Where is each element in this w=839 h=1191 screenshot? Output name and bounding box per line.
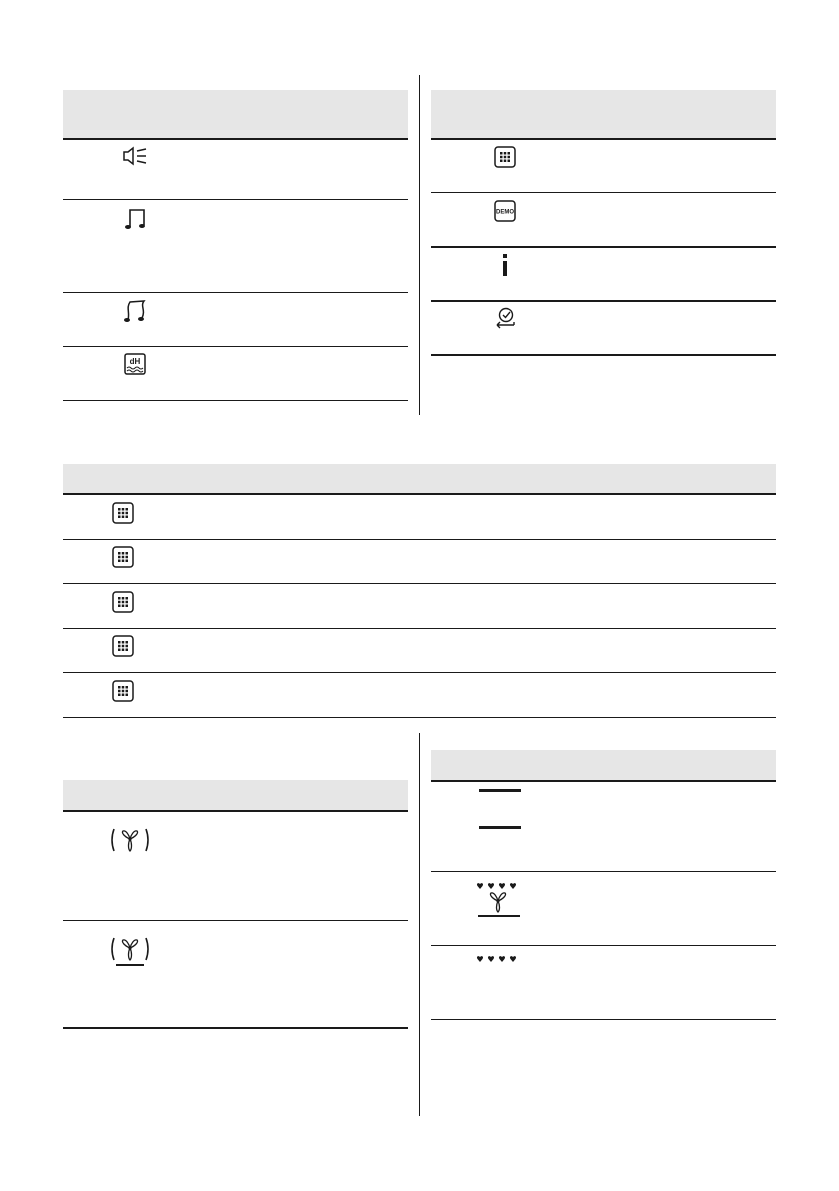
column-divider: [419, 75, 420, 415]
row-divider: [63, 346, 408, 347]
water-hardness-dh-icon: [124, 353, 146, 375]
top-right-table-header: [431, 90, 776, 140]
column-divider: [419, 733, 420, 1116]
keypad-grid-icon: [112, 635, 134, 657]
fan-with-base-icon: [109, 934, 151, 970]
top-left-table-header: [63, 90, 408, 140]
level-bars-icon: [478, 789, 522, 831]
fan-with-hearts-icon: [476, 882, 524, 918]
keypad-grid-icon: [494, 146, 516, 168]
dh-label: dH: [129, 357, 141, 366]
keypad-grid-icon: [112, 502, 134, 524]
row-divider: [63, 628, 776, 629]
table-bottom-rule: [431, 1019, 776, 1020]
row-divider: [431, 192, 776, 193]
table-bottom-rule: [63, 400, 408, 401]
reset-check-icon: [494, 307, 518, 331]
table-bottom-rule: [63, 717, 776, 718]
row-divider: [63, 292, 408, 293]
row-divider: [63, 583, 776, 584]
heart-row-icon: [476, 955, 524, 965]
bottom-left-table-header: [63, 780, 408, 812]
row-divider: [63, 199, 408, 200]
row-divider: [431, 246, 776, 248]
keypad-grid-icon: [112, 680, 134, 702]
row-divider: [63, 672, 776, 673]
bottom-right-table-header: [431, 750, 776, 782]
melody-wave-icon: [122, 298, 150, 324]
row-divider: [63, 920, 408, 921]
keypad-grid-icon: [112, 546, 134, 568]
row-divider: [63, 539, 776, 540]
table-bottom-rule: [431, 354, 776, 356]
row-divider: [431, 945, 776, 946]
row-divider: [431, 871, 776, 872]
fan-icon: [109, 825, 151, 855]
demo-mode-icon: [494, 200, 516, 222]
demo-label: DEMO: [496, 209, 514, 216]
speaker-volume-icon: [122, 146, 148, 166]
keypad-grid-icon: [112, 591, 134, 613]
info-icon: [499, 253, 511, 277]
row-divider: [431, 300, 776, 302]
middle-table-header: [63, 464, 776, 495]
table-bottom-rule: [63, 1027, 408, 1029]
music-note-icon: [124, 207, 148, 231]
